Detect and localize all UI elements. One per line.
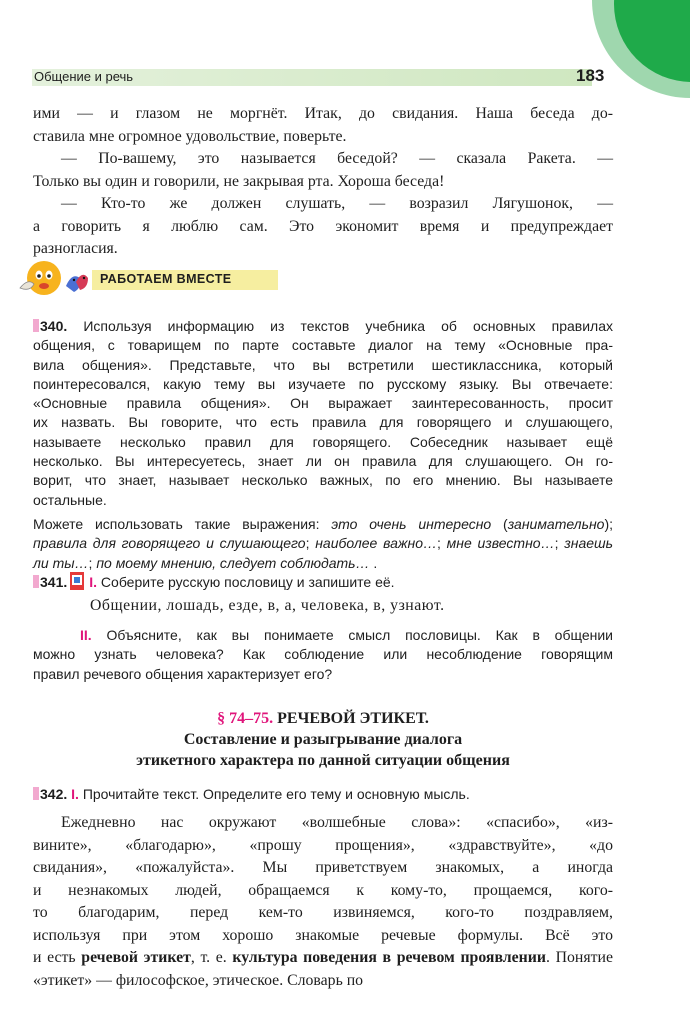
page-number: 183: [576, 66, 605, 85]
corner-decoration: [580, 0, 690, 110]
exercise-340: 340. Используя информацию из текстов учебника об основных правилах общения, с товарищем по парте составьте диалог на тему «Основные пра- вила общения». Представьте, что вы встретили шестиклассника, который поинтересовался, какую тему вы изучаете по русскому языку. Вы отвечаете: «Основные правила общения». Он выражает заинтересованность, просит их назвать. Вы говорите, что есть правила для говорящего и слушающего, называете несколько правил для говорящего. Собеседник называет ещё несколько. Вы интересуетесь, знает ли он правила для слушающего. Он го- ворит, что знает, называет несколько важных, по его мнению. Вы называете остальные. Можете использовать такие выражения: это очень интересно (занимательно); правила для говорящего и слушающего; наиболее важно…; мне известно…; знаешь ли ты…; по моему мнению, следует соблюдать… .: [33, 317, 613, 573]
exercise-341-task2: II. Объясните, как вы понимаете смысл пословицы. Как в общении можно узнать человека? Как соблюдение или несоблюдение говорящим правил речевого общения характеризует его?: [33, 627, 613, 682]
etiquette-text: Ежедневно нас окружают «волшебные слова»: «спасибо», «из- вините», «благодарю», «прошу прощения», «здравствуйте», «до свидания», «пожалуйста». Мы приветствуем знакомых, а иногда и незнакомых людей, обращаемся к кому-то, прощаемся, кого- то благодарим, перед кем-то извиняемся, кого-то поздравляем, используя при этом хорошо знакомые речевые формулы. Всё это и есть речевой этикет, т. е. культура поведения в речевом проявлении. Понятие «этикет» — философское, этическое. Словарь по: [33, 814, 613, 989]
work-together-label: РАБОТАЕМ ВМЕСТЕ: [100, 272, 232, 286]
exercise-number: 342.: [33, 786, 67, 802]
exercise-number: 341.: [33, 574, 67, 590]
mascot-icon: [14, 256, 96, 302]
proverb-words: Общении, лошадь, езде, в, а, человека, в, узнают.: [90, 597, 445, 614]
useful-phrases: Можете использовать такие выражения: это очень интересно (занимательно); правила для говорящего и слушающего; наиболее важно…; мне известно…; знаешь ли ты…; по моему мнению, следует соблюдать… .: [33, 515, 614, 571]
section-title: § 74–75. РЕЧЕВОЙ ЭТИКЕТ.: [217, 710, 429, 727]
section-subtitle-2: этикетного характера по данной ситуации общения: [136, 752, 510, 769]
running-header-title: Общение и речь: [34, 69, 134, 84]
exercise-341: 341. I. Соберите русскую пословицу и запишите её.: [33, 571, 613, 592]
exercise-number: 340.: [33, 318, 67, 334]
exercise-342: 342. I. Прочитайте текст. Определите его тему и основную мысль.: [33, 785, 613, 804]
book-icon: [69, 571, 85, 591]
story-text: ими — и глазом не моргнёт. Итак, до свидания. Наша беседа до- ставила мне огромное удовольствие, поверьте. — По-вашему, это называется беседой? — сказала Ракета. — Только вы один и говорили, не закрывая рта. Хороша беседа! — Кто-то же должен слушать, — возразил Лягушонок, — а говорить я люблю сам. Это экономит время и предупреждает разногласия.: [33, 105, 613, 257]
section-subtitle-1: Составление и разыгрывание диалога: [183, 731, 463, 748]
